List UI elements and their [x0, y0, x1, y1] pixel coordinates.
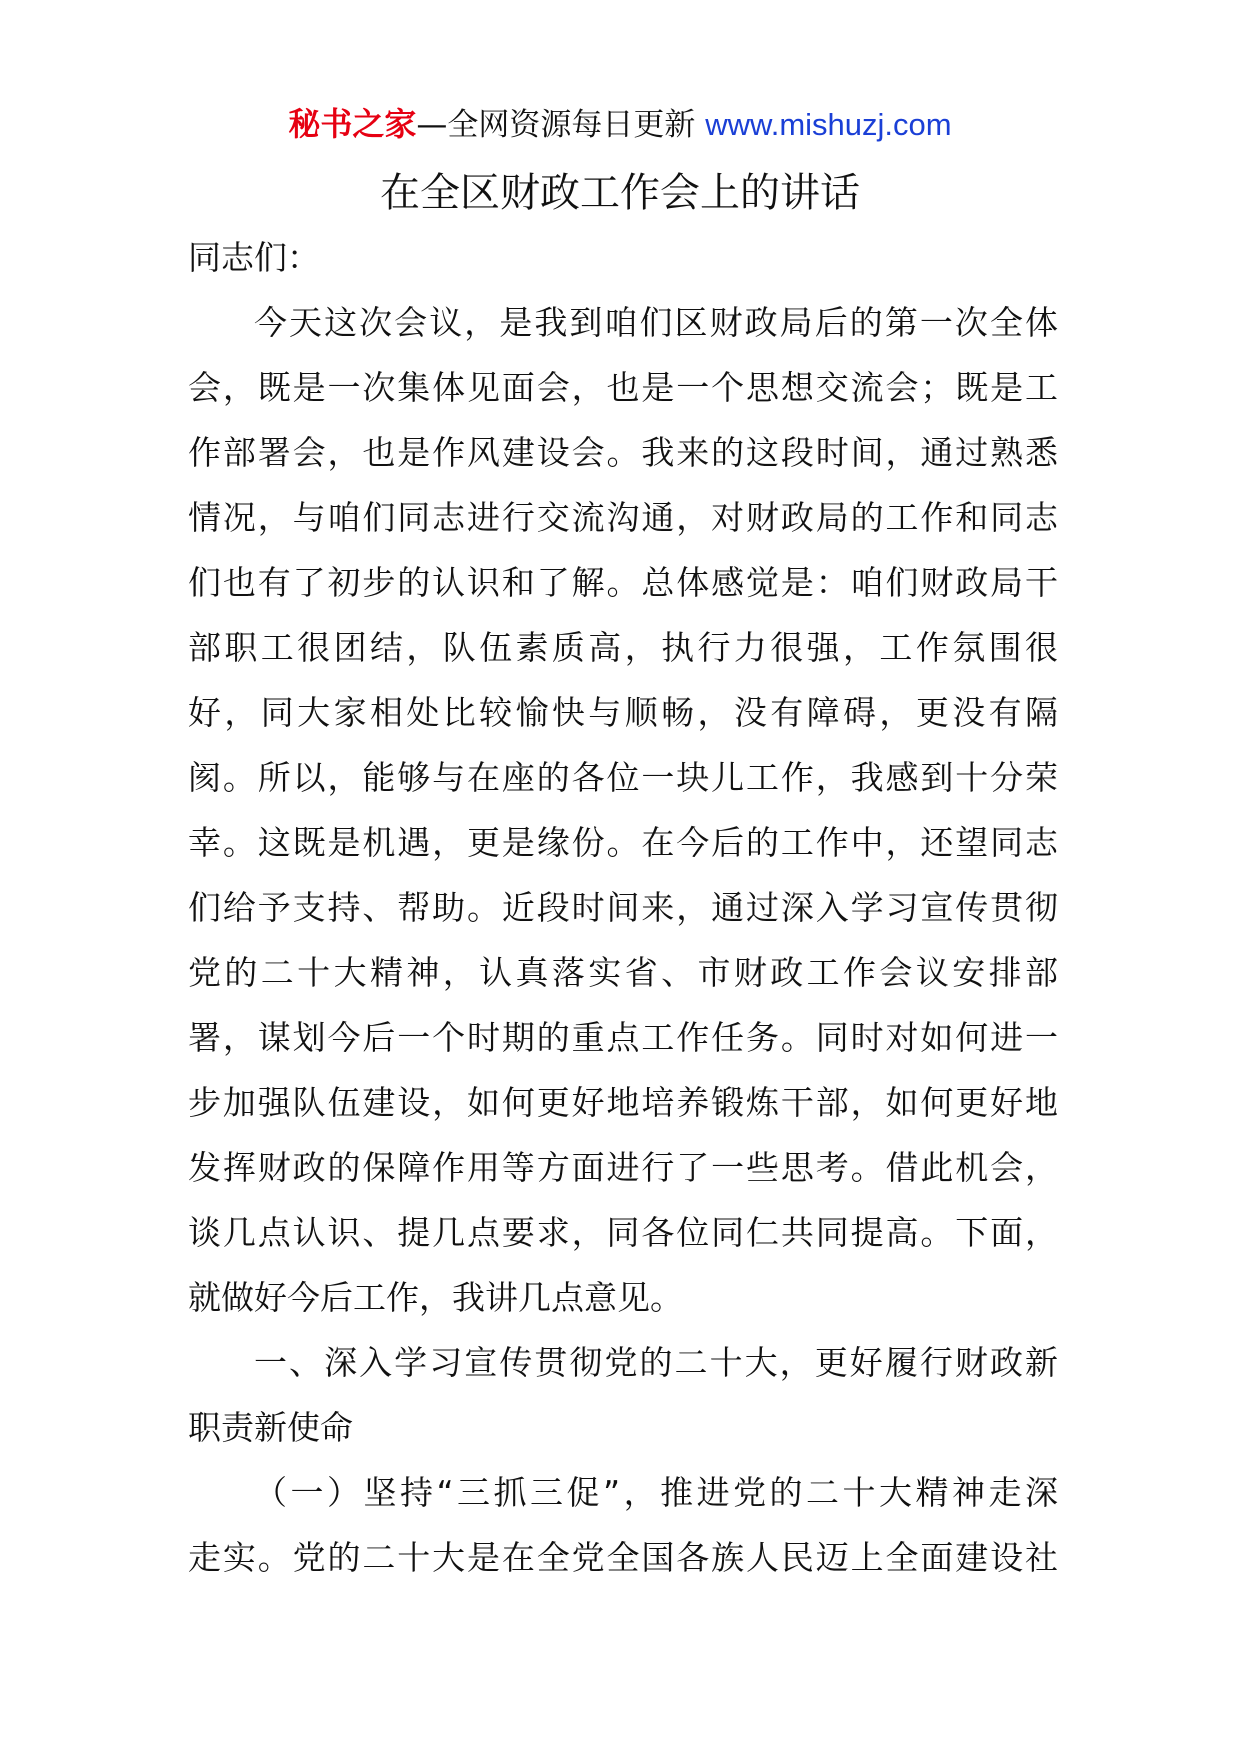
paragraph-line: 部职工很团结，队伍素质高，执行力很强，工作氛围很	[188, 628, 1058, 667]
paragraph-line: 发挥财政的保障作用等方面进行了一些思考。借此机会，	[188, 1148, 1058, 1187]
paragraph-line: 们给予支持、帮助。近段时间来，通过深入学习宣传贯彻	[188, 888, 1058, 927]
paragraph-line: 好，同大家相处比较愉快与顺畅，没有障碍，更没有隔	[188, 693, 1058, 732]
paragraph-line: 情况，与咱们同志进行交流沟通，对财政局的工作和同志	[188, 498, 1058, 537]
paragraph-line: 步加强队伍建设，如何更好地培养锻炼干部，如何更好地	[188, 1083, 1058, 1122]
site-header	[0, 104, 1240, 145]
site-url-link[interactable]: www.mishuzj.com	[705, 107, 952, 142]
paragraph-line: 就做好今后工作，我讲几点意见。	[188, 1278, 683, 1317]
paragraph-line: 署，谋划今后一个时期的重点工作任务。同时对如何进一	[188, 1018, 1058, 1057]
salutation: 同志们：	[188, 238, 320, 277]
paragraph-line: 们也有了初步的认识和了解。总体感觉是：咱们财政局干	[188, 563, 1058, 602]
subsection-paragraph-1	[188, 1460, 1058, 1590]
section-heading-1	[188, 1330, 1058, 1460]
paragraph-line: 作部署会，也是作风建设会。我来的这段时间，通过熟悉	[188, 433, 1058, 472]
paragraph-line: 阂。所以，能够与在座的各位一块儿工作，我感到十分荣	[188, 758, 1058, 797]
paragraph-line: 谈几点认识、提几点要求，同各位同仁共同提高。下面，	[188, 1213, 1058, 1252]
brand-name: 秘书之家	[288, 105, 417, 143]
heading-line: 一、深入学习宣传贯彻党的二十大，更好履行财政新	[254, 1343, 1058, 1382]
document-title: 在全区财政工作会上的讲话	[380, 170, 860, 216]
paragraph-line: 会，既是一次集体见面会，也是一个思想交流会；既是工	[188, 368, 1058, 407]
paragraph-line: 幸。这既是机遇，更是缘份。在今后的工作中，还望同志	[188, 823, 1058, 862]
paragraph-line: 走实。党的二十大是在全党全国各族人民迈上全面建设社	[188, 1538, 1058, 1577]
opening-paragraph	[188, 290, 1058, 1330]
paragraph-line: （一）坚持“三抓三促”，推进党的二十大精神走深	[254, 1473, 1058, 1512]
header-slogan: —全网资源每日更新	[416, 107, 696, 143]
paragraph-line: 党的二十大精神，认真落实省、市财政工作会议安排部	[188, 953, 1058, 992]
heading-line: 职责新使命	[188, 1408, 353, 1447]
paragraph-line: 今天这次会议，是我到咱们区财政局后的第一次全体	[254, 303, 1058, 342]
